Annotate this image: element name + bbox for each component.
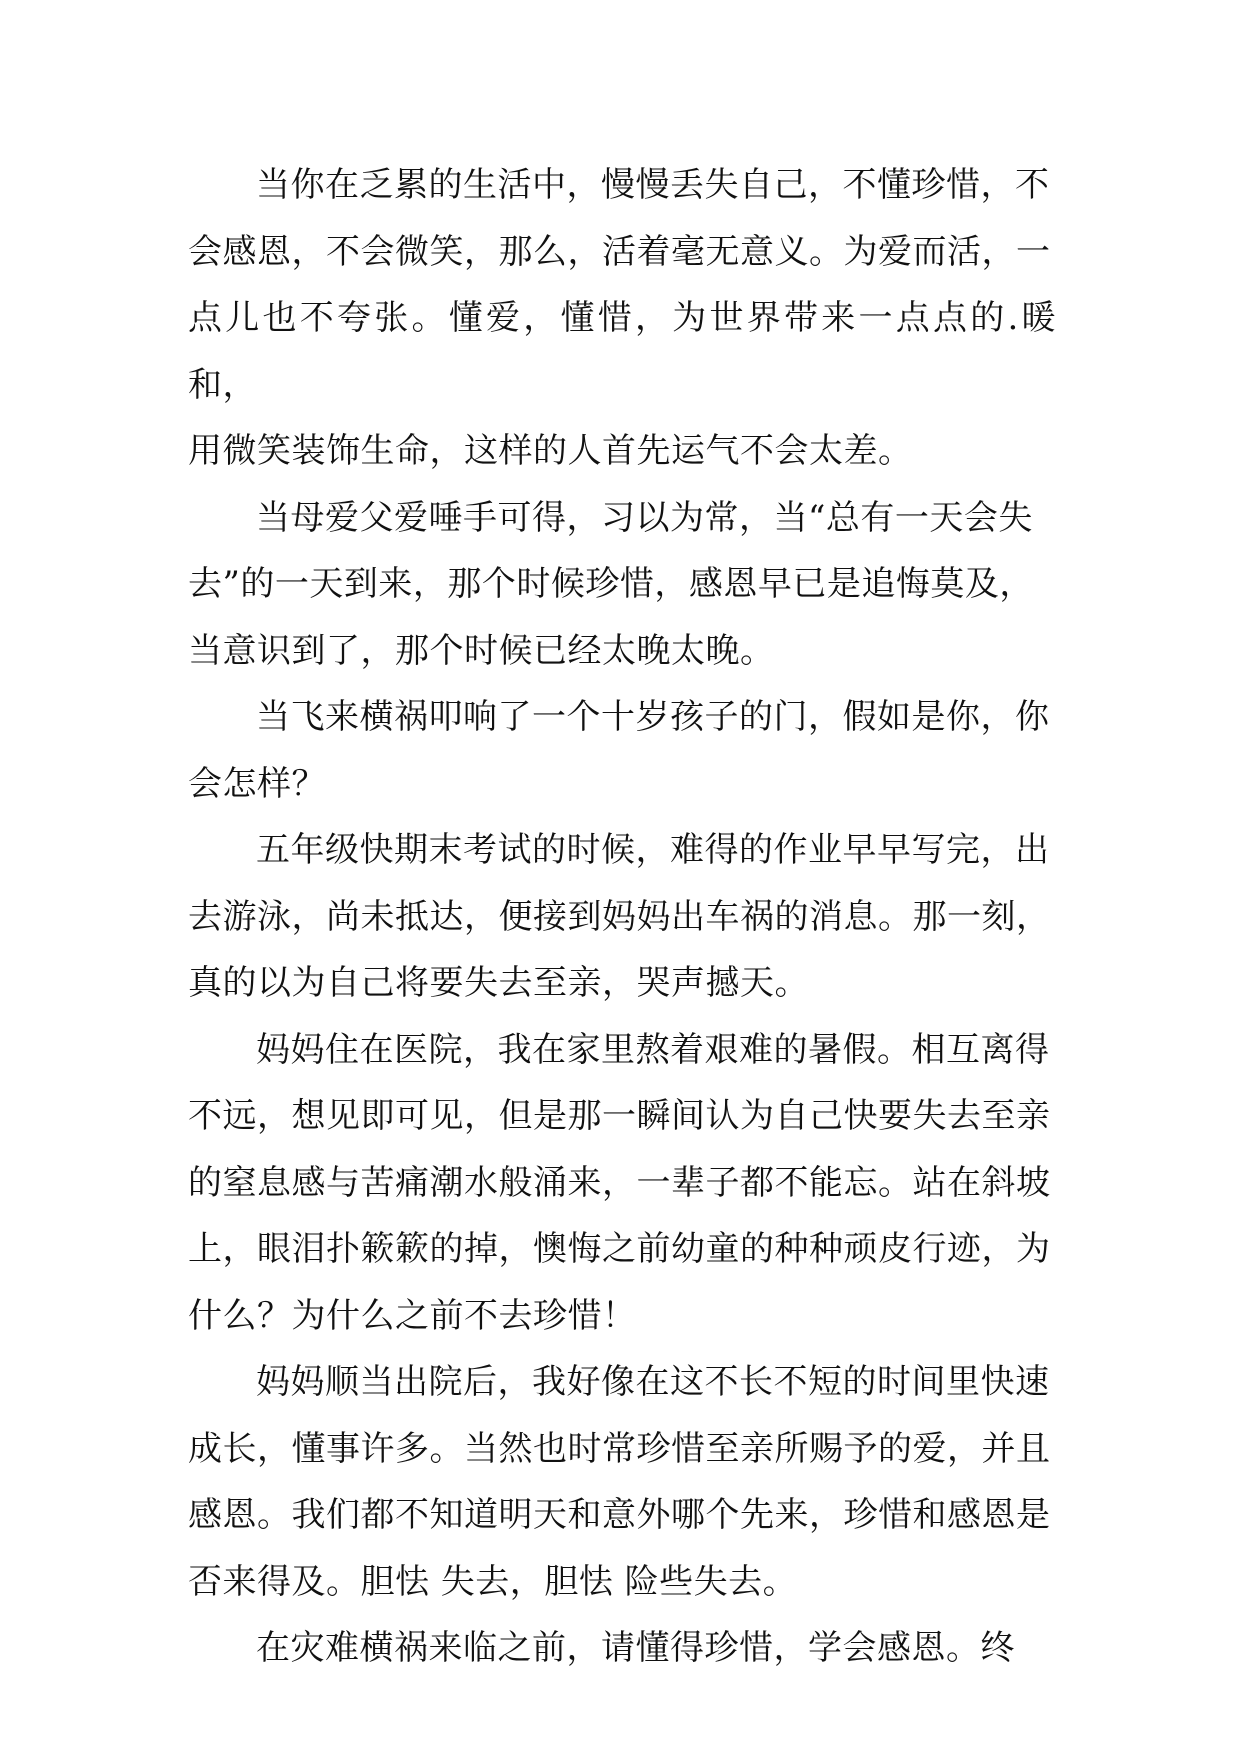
paragraph-1: [188, 152, 1056, 485]
text-line: 用微笑装饰生命，这样的人首先运气不会太差。: [188, 431, 913, 471]
text-line: 当意识到了，那个时候已经太晚太晚。: [188, 630, 775, 671]
paragraph-3: [188, 684, 1056, 817]
text-line: 上，眼泪扑簌簌的掉，懊悔之前幼童的种种顽皮行迹，为: [188, 1229, 1051, 1269]
paragraph-6: [188, 1349, 1056, 1615]
text-line: 当你在乏累的生活中，慢慢丢失自己，不懂珍惜，不: [256, 165, 1050, 205]
paragraph-5: [188, 1017, 1056, 1350]
text-line: 当飞来横祸叩响了一个十岁孩子的门，假如是你，你: [256, 697, 1050, 737]
text-line: 什么？为什么之前不去珍惜！: [188, 1295, 637, 1336]
text-line: 五年级快期末考试的时候，难得的作业早早写完，出: [256, 830, 1050, 870]
text-line: 当母爱父爱唾手可得，习以为常，当“总有一天会失: [256, 497, 1033, 538]
text-line: 感恩。我们都不知道明天和意外哪个先来，珍惜和感恩是: [188, 1495, 1051, 1535]
text-line: 妈妈顺当出院后，我好像在这不长不短的时间里快速: [256, 1362, 1050, 1402]
text-line: 去”的一天到来，那个时候珍惜，感恩早已是追悔莫及，: [188, 564, 1034, 604]
text-line: 在灾难横祸来临之前，请懂得珍惜，学会感恩。终: [256, 1628, 1015, 1668]
text-line: 的窒息感与苦痛潮水般涌来，一辈子都不能忘。站在斜坡: [188, 1162, 1051, 1203]
text-line: 不远，想见即可见，但是那一瞬间认为自己快要失去至亲: [188, 1096, 1051, 1136]
text-line: 妈妈住在医院，我在家里熬着艰难的暑假。相互离得: [256, 1029, 1050, 1070]
paragraph-4: [188, 817, 1056, 1017]
text-line: 点儿也不夸张。懂爱，懂惜，为世界带来一点点的.暖和，: [188, 298, 1056, 405]
text-line: 成长，懂事许多。当然也时常珍惜至亲所赐予的爱，并且: [188, 1428, 1051, 1469]
text-line: 会感恩，不会微笑，那么，活着毫无意义。为爱而活，一: [188, 231, 1051, 272]
text-line: 否来得及。胆怯 失去，胆怯 险些失去。: [188, 1561, 798, 1602]
text-line: 真的以为自己将要失去至亲，哭声撼天。: [188, 963, 809, 1003]
document-body: [188, 152, 1056, 1682]
text-line: 去游泳，尚未抵达，便接到妈妈出车祸的消息。那一刻，: [188, 896, 1051, 937]
paragraph-7: [188, 1615, 1056, 1682]
text-line: 会怎样？: [188, 763, 326, 804]
paragraph-2: [188, 485, 1056, 685]
